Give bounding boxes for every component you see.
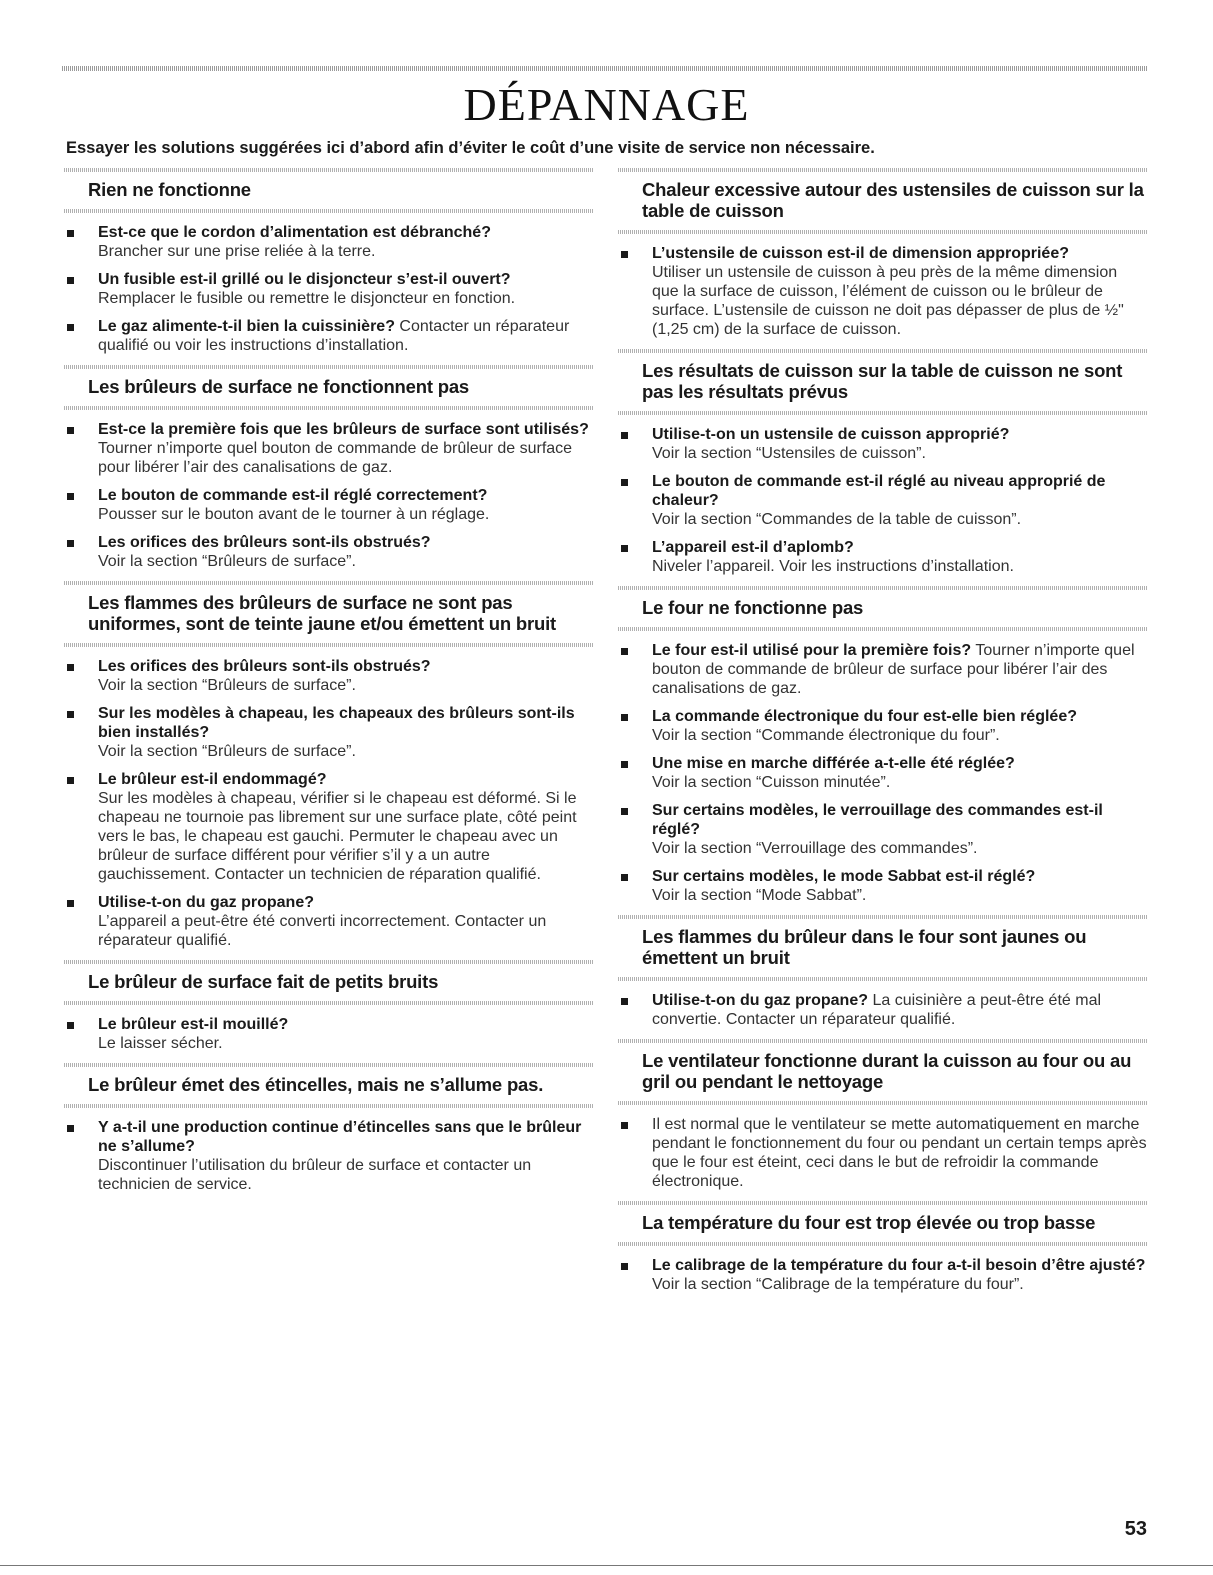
- list-item: [618, 801, 1148, 858]
- question: Est-ce la première fois que les brûleurs de surface sont utilisés?: [98, 421, 589, 438]
- answer: Le laisser sécher.: [98, 1035, 223, 1052]
- list-item: [64, 223, 594, 261]
- section-title: Les flammes du brûleur dans le four sont jaunes ou émettent un bruit: [642, 926, 1087, 968]
- list-item: [64, 486, 594, 524]
- right-column: [618, 168, 1148, 1304]
- list-item: [618, 1115, 1148, 1191]
- list-item: [64, 770, 594, 884]
- answer: Voir la section “Brûleurs de surface”.: [98, 553, 356, 570]
- bottom-rule: [0, 1565, 1213, 1566]
- item-list: [64, 223, 594, 355]
- page-title: DÉPANNAGE: [463, 79, 750, 130]
- section-header: [64, 365, 594, 410]
- item-list: [64, 420, 594, 571]
- answer: La cuisinière a peut-être été mal convertie. Contacter un réparateur qualifié.: [652, 992, 1102, 1028]
- list-item: [618, 641, 1148, 698]
- section: [618, 168, 1148, 339]
- list-item: [618, 867, 1148, 905]
- question: Le brûleur est-il mouillé?: [98, 1016, 289, 1033]
- answer: Remplacer le fusible ou remettre le disjoncteur en fonction.: [98, 290, 516, 307]
- list-item: [64, 657, 594, 695]
- item-list: [618, 1115, 1148, 1191]
- answer: Voir la section “Commandes de la table de cuisson”.: [652, 511, 1022, 528]
- section-title: Le ventilateur fonctionne durant la cuisson au four ou au gril ou pendant le nettoyage: [642, 1050, 1132, 1092]
- section: [618, 1201, 1148, 1294]
- answer: Tourner n’importe quel bouton de commande de brûleur de surface pour libérer l’air des canalisations de gaz.: [98, 440, 573, 476]
- section-header: [618, 1201, 1148, 1246]
- section: [618, 915, 1148, 1029]
- section-header: [64, 1063, 594, 1108]
- section-header: [618, 168, 1148, 234]
- item-list: [618, 991, 1148, 1029]
- item-list: [64, 1015, 594, 1053]
- list-item: [618, 707, 1148, 745]
- item-list: [618, 641, 1148, 905]
- answer: Niveler l’appareil. Voir les instructions d’installation.: [652, 558, 1014, 575]
- section-header: [618, 586, 1148, 631]
- list-item: [64, 420, 594, 477]
- top-dotted-rule: [62, 66, 1148, 71]
- list-item: [64, 893, 594, 950]
- section-header: [618, 349, 1148, 415]
- answer: Tourner n’importe quel bouton de commande de brûleur de surface pour libérer l’air des canalisations de gaz.: [652, 642, 1135, 697]
- question: Une mise en marche différée a-t-elle été réglée?: [652, 755, 1015, 772]
- section-title: Le brûleur émet des étincelles, mais ne s’allume pas.: [88, 1074, 544, 1095]
- answer: Discontinuer l’utilisation du brûleur de surface et contacter un technicien de service.: [98, 1157, 532, 1193]
- list-item: [618, 425, 1148, 463]
- page-number: 53: [1124, 1518, 1147, 1540]
- list-item: [64, 270, 594, 308]
- section: [64, 168, 594, 355]
- question: Sur certains modèles, le verrouillage des commandes est-il réglé?: [652, 802, 1103, 838]
- section-header: [618, 915, 1148, 981]
- list-item: [64, 1118, 594, 1194]
- answer: Voir la section “Ustensiles de cuisson”.: [652, 445, 926, 462]
- answer: Il est normal que le ventilateur se mette automatiquement en marche pendant le fonctionnement du four ou pendant un certain temps après que le four est éteint, ceci dans le but de refroidir la commande électronique.: [652, 1116, 1147, 1190]
- section-title: Les résultats de cuisson sur la table de cuisson ne sont pas les résultats prévus: [642, 360, 1123, 402]
- section-title: Les brûleurs de surface ne fonctionnent pas: [88, 376, 470, 397]
- answer: Voir la section “Brûleurs de surface”.: [98, 677, 356, 694]
- list-item: [618, 991, 1148, 1029]
- section: [64, 365, 594, 571]
- section: [618, 586, 1148, 905]
- section-title: La température du four est trop élevée ou trop basse: [642, 1212, 1096, 1233]
- section-title: Chaleur excessive autour des ustensiles de cuisson sur la table de cuisson: [642, 179, 1144, 221]
- answer: Voir la section “Mode Sabbat”.: [652, 887, 867, 904]
- section: [64, 1063, 594, 1194]
- question: Sur les modèles à chapeau, les chapeaux des brûleurs sont-ils bien installés?: [98, 705, 575, 741]
- question: Sur certains modèles, le mode Sabbat est-il réglé?: [652, 868, 1036, 885]
- question: Le calibrage de la température du four a-t-il besoin d’être ajusté?: [652, 1257, 1146, 1274]
- list-item: [64, 533, 594, 571]
- question: Utilise-t-on du gaz propane?: [652, 992, 868, 1009]
- answer: Voir la section “Calibrage de la température du four”.: [652, 1276, 1024, 1293]
- list-item: [64, 704, 594, 761]
- question: Les orifices des brûleurs sont-ils obstrués?: [98, 658, 431, 675]
- question: Utilise-t-on un ustensile de cuisson approprié?: [652, 426, 1010, 443]
- intro-text: Essayer les solutions suggérées ici d’abord afin d’éviter le coût d’une visite de service non nécessaire.: [66, 139, 875, 157]
- section-title: Le brûleur de surface fait de petits bruits: [88, 971, 439, 992]
- question: La commande électronique du four est-elle bien réglée?: [652, 708, 1077, 725]
- section-header: [64, 960, 594, 1005]
- section-title: Le four ne fonctionne pas: [642, 597, 864, 618]
- item-list: [64, 1118, 594, 1194]
- answer: Pousser sur le bouton avant de le tourner à un réglage.: [98, 506, 490, 523]
- question: Utilise-t-on du gaz propane?: [98, 894, 314, 911]
- question: Y a-t-il une production continue d’étincelles sans que le brûleur ne s’allume?: [98, 1119, 582, 1155]
- item-list: [64, 657, 594, 950]
- section: [618, 349, 1148, 576]
- section-header: [618, 1039, 1148, 1105]
- question: Le gaz alimente-t-il bien la cuissinière?: [98, 318, 395, 335]
- section-title: Rien ne fonctionne: [88, 179, 251, 200]
- question: Un fusible est-il grillé ou le disjoncteur s’est-il ouvert?: [98, 271, 511, 288]
- question: L’appareil est-il d’aplomb?: [652, 539, 854, 556]
- question: Les orifices des brûleurs sont-ils obstrués?: [98, 534, 431, 551]
- question: Le brûleur est-il endommagé?: [98, 771, 327, 788]
- question: Est-ce que le cordon d’alimentation est débranché?: [98, 224, 491, 241]
- answer: Voir la section “Cuisson minutée”.: [652, 774, 891, 791]
- list-item: [64, 1015, 594, 1053]
- answer: Contacter un réparateur qualifié ou voir les instructions d’installation.: [98, 318, 570, 354]
- answer: Brancher sur une prise reliée à la terre.: [98, 243, 376, 260]
- item-list: [618, 244, 1148, 339]
- question: Le bouton de commande est-il réglé correctement?: [98, 487, 488, 504]
- section: [64, 581, 594, 950]
- answer: Voir la section “Commande électronique du four”.: [652, 727, 1000, 744]
- question: L’ustensile de cuisson est-il de dimension appropriée?: [652, 245, 1069, 262]
- section: [64, 960, 594, 1053]
- section-header: [64, 168, 594, 213]
- list-item: [618, 244, 1148, 339]
- section-title: Les flammes des brûleurs de surface ne sont pas uniformes, sont de teinte jaune et/ou émettent un bruit: [88, 592, 556, 634]
- question: Le four est-il utilisé pour la première fois?: [652, 642, 972, 659]
- answer: Voir la section “Verrouillage des commandes”.: [652, 840, 978, 857]
- list-item: [618, 472, 1148, 529]
- item-list: [618, 1256, 1148, 1294]
- list-item: [618, 754, 1148, 792]
- question: Le bouton de commande est-il réglé au niveau approprié de chaleur?: [652, 473, 1106, 509]
- list-item: [618, 538, 1148, 576]
- section-header: [64, 581, 594, 647]
- list-item: [618, 1256, 1148, 1294]
- answer: L’appareil a peut-être été converti incorrectement. Contacter un réparateur qualifié.: [98, 913, 547, 949]
- answer: Sur les modèles à chapeau, vérifier si le chapeau est déformé. Si le chapeau ne tournoie pas librement sur une surface plate, côté peint vers le bas, le chapeau est gauchi. Permuter le chapeau avec un brûleur de surface différent pour vérifier s’il y a un autre gauchissement. Contacter un technicien de réparation qualifié.: [98, 790, 577, 883]
- answer: Voir la section “Brûleurs de surface”.: [98, 743, 356, 760]
- answer: Utiliser un ustensile de cuisson à peu près de la même dimension que la surface de cuisson, l’élément de cuisson ou le brûleur de surface. L’ustensile de cuisson ne doit pas dépasser de plus de ½" (1,25 cm) de la surface de cuisson.: [652, 264, 1124, 338]
- section: [618, 1039, 1148, 1191]
- list-item: [64, 317, 594, 355]
- item-list: [618, 425, 1148, 576]
- left-column: [64, 168, 594, 1204]
